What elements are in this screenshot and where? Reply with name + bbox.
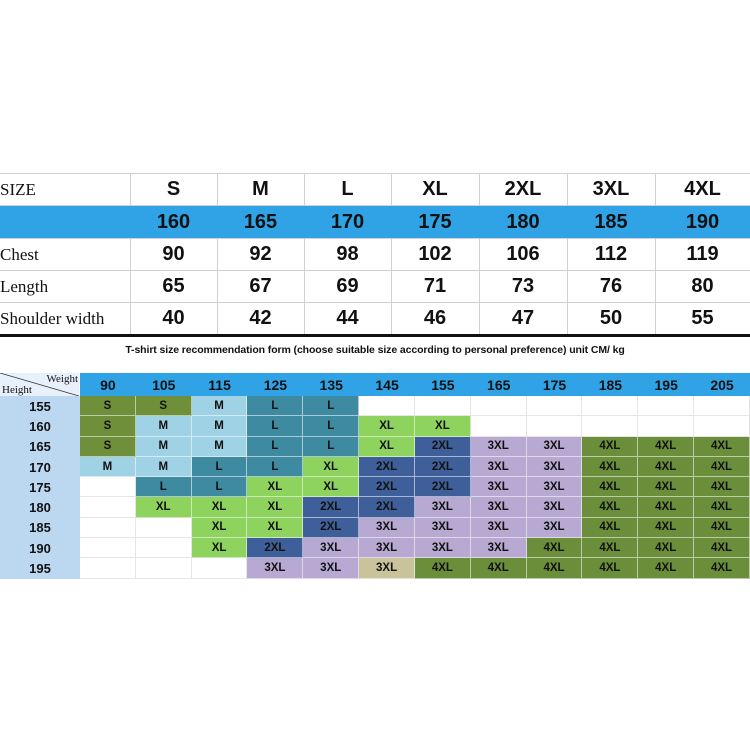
- size-recommendation-cell: 4XL: [694, 497, 750, 517]
- size-recommendation-cell: 3XL: [471, 497, 527, 517]
- size-recommendation-cell: L: [303, 437, 359, 457]
- size-recommendation-cell: 4XL: [582, 558, 638, 578]
- size-recommendation-cell: 3XL: [471, 437, 527, 457]
- size-recommendation-cell: S: [136, 396, 192, 416]
- empty-cell: [80, 497, 136, 517]
- size-recommendation-cell: 4XL: [638, 558, 694, 578]
- size-recommendation-cell: 2XL: [415, 477, 471, 497]
- size-header-s: S: [130, 174, 217, 206]
- size-recommendation-cell: M: [192, 437, 248, 457]
- size-value-cell: 80: [655, 271, 750, 303]
- size-recommendation-cell: L: [247, 437, 303, 457]
- size-recommendation-cell: 3XL: [247, 558, 303, 578]
- size-value-cell: 190: [655, 206, 750, 239]
- size-recommendation-grid: [0, 373, 750, 579]
- height-header-cell: 190: [0, 538, 80, 558]
- size-recommendation-cell: 3XL: [359, 518, 415, 538]
- size-recommendation-cell: L: [303, 396, 359, 416]
- size-recommendation-cell: 3XL: [359, 538, 415, 558]
- size-value-cell: 180: [479, 206, 567, 239]
- size-value-cell: 98: [304, 239, 391, 271]
- size-recommendation-cell: 3XL: [471, 457, 527, 477]
- size-value-cell: 90: [130, 239, 217, 271]
- size-recommendation-cell: M: [136, 416, 192, 436]
- size-recommendation-cell: S: [80, 396, 136, 416]
- size-value-cell: 106: [479, 239, 567, 271]
- size-recommendation-cell: 2XL: [359, 497, 415, 517]
- recommendation-caption: T-shirt size recommendation form (choose suitable size according to personal preference) unit CM/ kg: [125, 344, 625, 356]
- size-row-label: Shoulder width: [0, 303, 130, 336]
- size-recommendation-cell: 3XL: [415, 538, 471, 558]
- size-recommendation-cell: XL: [303, 457, 359, 477]
- size-recommendation-cell: XL: [247, 497, 303, 517]
- weight-header-cell: 175: [527, 373, 583, 396]
- size-recommendation-cell: XL: [303, 477, 359, 497]
- empty-cell: [415, 396, 471, 416]
- size-row: [0, 206, 750, 239]
- size-value-cell: 67: [217, 271, 304, 303]
- size-recommendation-cell: 4XL: [694, 457, 750, 477]
- size-value-cell: 46: [391, 303, 479, 336]
- weight-header-cell: 185: [582, 373, 638, 396]
- size-value-cell: 69: [304, 271, 391, 303]
- size-recommendation-cell: 4XL: [694, 477, 750, 497]
- size-value-cell: 185: [567, 206, 655, 239]
- height-header-cell: 175: [0, 477, 80, 497]
- size-value-cell: 44: [304, 303, 391, 336]
- size-value-cell: 170: [304, 206, 391, 239]
- size-recommendation-cell: XL: [415, 416, 471, 436]
- empty-cell: [471, 396, 527, 416]
- empty-cell: [582, 416, 638, 436]
- size-row-label: Length: [0, 271, 130, 303]
- size-recommendation-cell: 2XL: [247, 538, 303, 558]
- size-recommendation-cell: 3XL: [303, 538, 359, 558]
- size-value-cell: 47: [479, 303, 567, 336]
- size-recommendation-cell: 4XL: [638, 477, 694, 497]
- size-recommendation-cell: 3XL: [415, 497, 471, 517]
- size-recommendation-cell: 3XL: [415, 518, 471, 538]
- size-value-cell: 50: [567, 303, 655, 336]
- size-header-xl: XL: [391, 174, 479, 206]
- size-value-cell: 112: [567, 239, 655, 271]
- size-recommendation-cell: 4XL: [582, 538, 638, 558]
- height-header-cell: 195: [0, 558, 80, 578]
- size-recommendation-cell: 3XL: [359, 558, 415, 578]
- weight-header-cell: 125: [247, 373, 303, 396]
- height-header-cell: 180: [0, 497, 80, 517]
- weight-header-cell: 135: [303, 373, 359, 396]
- size-recommendation-cell: XL: [359, 437, 415, 457]
- size-recommendation-cell: 3XL: [527, 457, 583, 477]
- size-header-4xl: 4XL: [655, 174, 750, 206]
- size-row-label: [0, 206, 130, 239]
- empty-cell: [638, 416, 694, 436]
- empty-cell: [80, 518, 136, 538]
- size-recommendation-cell: L: [303, 416, 359, 436]
- size-recommendation-cell: 3XL: [471, 477, 527, 497]
- size-recommendation-cell: L: [247, 457, 303, 477]
- size-header-m: M: [217, 174, 304, 206]
- empty-cell: [136, 538, 192, 558]
- size-recommendation-cell: 4XL: [415, 558, 471, 578]
- size-value-cell: 160: [130, 206, 217, 239]
- size-recommendation-cell: XL: [247, 477, 303, 497]
- size-recommendation-cell: M: [136, 437, 192, 457]
- size-table-body: [0, 174, 750, 336]
- size-recommendation-cell: 3XL: [527, 497, 583, 517]
- size-recommendation-cell: XL: [247, 518, 303, 538]
- weight-header-cell: 165: [471, 373, 527, 396]
- size-recommendation-cell: 4XL: [694, 558, 750, 578]
- size-header-3xl: 3XL: [567, 174, 655, 206]
- empty-cell: [80, 538, 136, 558]
- size-recommendation-cell: L: [192, 457, 248, 477]
- weight-header-cell: 105: [136, 373, 192, 396]
- size-recommendation-cell: 4XL: [527, 558, 583, 578]
- weight-axis-label: Weight: [46, 373, 78, 385]
- size-recommendation-cell: 4XL: [582, 477, 638, 497]
- empty-cell: [471, 416, 527, 436]
- size-header-label: SIZE: [0, 174, 130, 206]
- size-value-cell: 65: [130, 271, 217, 303]
- empty-cell: [527, 396, 583, 416]
- height-header-cell: 160: [0, 416, 80, 436]
- size-recommendation-cell: XL: [136, 497, 192, 517]
- empty-cell: [192, 558, 248, 578]
- size-recommendation-cell: 4XL: [582, 437, 638, 457]
- empty-cell: [80, 558, 136, 578]
- height-header-cell: 155: [0, 396, 80, 416]
- size-value-cell: 102: [391, 239, 479, 271]
- empty-cell: [136, 558, 192, 578]
- empty-cell: [694, 416, 750, 436]
- size-value-cell: 119: [655, 239, 750, 271]
- size-recommendation-cell: M: [192, 396, 248, 416]
- size-value-cell: 165: [217, 206, 304, 239]
- size-value-cell: 55: [655, 303, 750, 336]
- size-row: [0, 271, 750, 303]
- size-value-cell: 175: [391, 206, 479, 239]
- size-recommendation-cell: 4XL: [638, 538, 694, 558]
- size-row-label: Chest: [0, 239, 130, 271]
- size-recommendation-cell: S: [80, 437, 136, 457]
- size-recommendation-cell: L: [136, 477, 192, 497]
- size-row: [0, 239, 750, 271]
- height-header-cell: 185: [0, 518, 80, 538]
- size-recommendation-cell: XL: [192, 538, 248, 558]
- weight-header-cell: 205: [694, 373, 750, 396]
- weight-header-cell: 145: [359, 373, 415, 396]
- size-recommendation-cell: 3XL: [527, 437, 583, 457]
- height-axis-label: Height: [2, 384, 32, 396]
- size-recommendation-cell: S: [80, 416, 136, 436]
- empty-cell: [582, 396, 638, 416]
- size-recommendation-cell: 3XL: [471, 538, 527, 558]
- size-recommendation-cell: 4XL: [638, 457, 694, 477]
- size-recommendation-cell: 4XL: [638, 497, 694, 517]
- size-header-row: [0, 174, 750, 206]
- height-header-cell: 170: [0, 457, 80, 477]
- weight-header-cell: 90: [80, 373, 136, 396]
- size-recommendation-cell: L: [192, 477, 248, 497]
- size-recommendation-cell: 2XL: [303, 497, 359, 517]
- size-recommendation-cell: 3XL: [527, 477, 583, 497]
- size-value-cell: 73: [479, 271, 567, 303]
- size-recommendation-cell: XL: [192, 518, 248, 538]
- size-header-2xl: 2XL: [479, 174, 567, 206]
- size-recommendation-cell: 4XL: [694, 518, 750, 538]
- size-recommendation-cell: 2XL: [359, 457, 415, 477]
- size-value-cell: 76: [567, 271, 655, 303]
- size-recommendation-cell: 2XL: [359, 477, 415, 497]
- size-recommendation-cell: 4XL: [694, 538, 750, 558]
- size-value-cell: 40: [130, 303, 217, 336]
- size-recommendation-cell: 4XL: [582, 457, 638, 477]
- size-recommendation-cell: 4XL: [638, 437, 694, 457]
- size-recommendation-cell: L: [247, 396, 303, 416]
- size-value-cell: 92: [217, 239, 304, 271]
- empty-cell: [638, 396, 694, 416]
- size-recommendation-cell: 4XL: [582, 518, 638, 538]
- empty-cell: [527, 416, 583, 436]
- size-value-cell: 71: [391, 271, 479, 303]
- size-recommendation-cell: M: [192, 416, 248, 436]
- empty-cell: [694, 396, 750, 416]
- size-recommendation-cell: 4XL: [694, 437, 750, 457]
- size-recommendation-cell: 4XL: [638, 518, 694, 538]
- size-recommendation-cell: 4XL: [582, 497, 638, 517]
- size-recommendation-cell: 3XL: [303, 558, 359, 578]
- size-recommendation-cell: 2XL: [415, 437, 471, 457]
- empty-cell: [80, 477, 136, 497]
- size-header-l: L: [304, 174, 391, 206]
- size-row: [0, 303, 750, 336]
- size-spec-table: [0, 173, 750, 337]
- size-recommendation-cell: 4XL: [527, 538, 583, 558]
- size-recommendation-cell: 2XL: [303, 518, 359, 538]
- size-recommendation-cell: XL: [359, 416, 415, 436]
- size-recommendation-cell: 3XL: [471, 518, 527, 538]
- size-recommendation-cell: L: [247, 416, 303, 436]
- weight-header-cell: 195: [638, 373, 694, 396]
- weight-header-cell: 115: [192, 373, 248, 396]
- size-recommendation-cell: M: [136, 457, 192, 477]
- empty-cell: [136, 518, 192, 538]
- size-recommendation-cell: 4XL: [471, 558, 527, 578]
- empty-cell: [359, 396, 415, 416]
- size-recommendation-cell: 3XL: [527, 518, 583, 538]
- size-recommendation-cell: 2XL: [415, 457, 471, 477]
- weight-header-cell: 155: [415, 373, 471, 396]
- size-recommendation-cell: M: [80, 457, 136, 477]
- size-recommendation-cell: XL: [192, 497, 248, 517]
- size-value-cell: 42: [217, 303, 304, 336]
- grid-corner: [0, 373, 80, 396]
- height-header-cell: 165: [0, 437, 80, 457]
